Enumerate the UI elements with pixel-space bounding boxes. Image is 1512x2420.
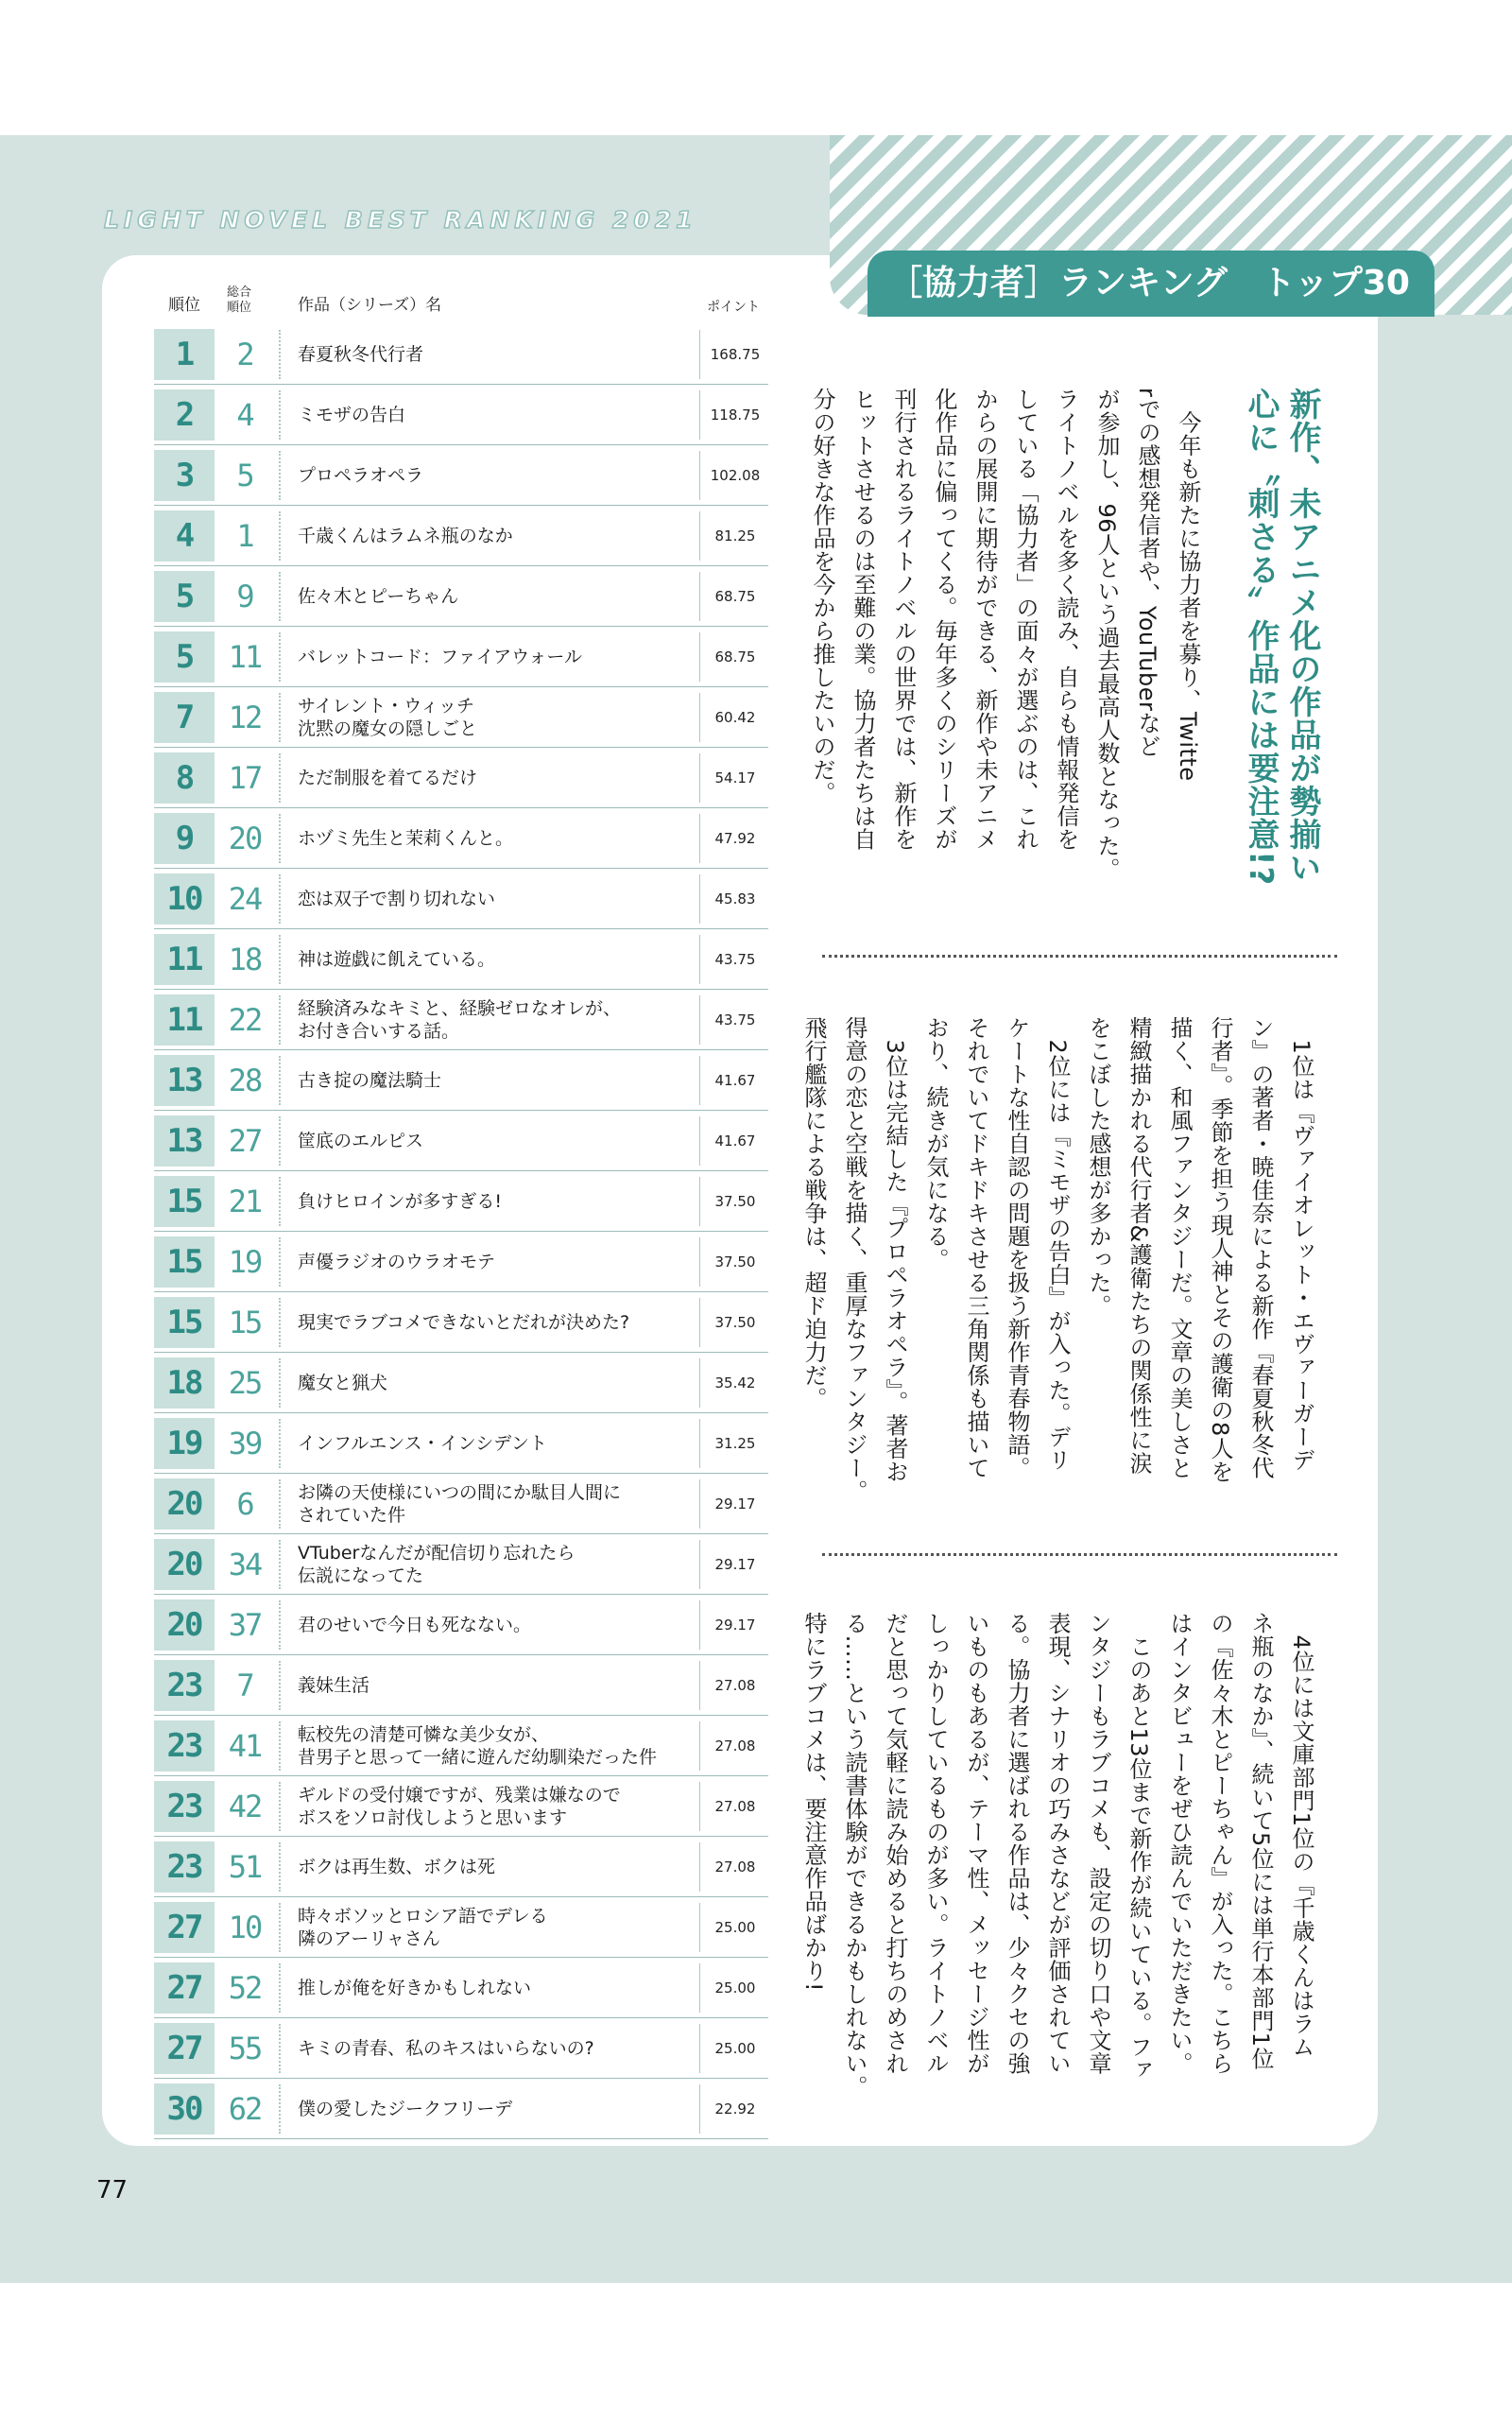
overall-rank-cell: 55 bbox=[228, 2031, 262, 2066]
column-divider bbox=[699, 1298, 700, 1347]
points-cell: 25.00 bbox=[714, 1979, 756, 1996]
rank-cell: 7 bbox=[154, 692, 215, 743]
overall-rank-cell: 27 bbox=[228, 1123, 262, 1159]
article-paragraph-3: 4位には文庫部門1位の『千歳くんはラム ネ瓶のなか』、続いて5位には単行本部門1位 の『佐々木とピーちゃん』が入った。こちら はインタビューをぜひ読んでいただきたい。 このあと13位まで新作が続いている。ファ ンタジーもラブコメも、設定の切り口や文章 表現、シナリオの巧みさなどが評価されてい る。協力者に選ばれる作品は、少々クセの強 いものもあるが、テーマ性、メッセージ性が しっかりしているものが多い。ライトノベル だと思って気軽に読み始めると打ちのめされ る……という読書体験ができるかもしれない。 特にラブコメは、要注意作品ばかり! bbox=[800, 1612, 1314, 2099]
points-cell: 22.92 bbox=[714, 2100, 756, 2118]
section-divider bbox=[822, 1553, 1337, 1556]
work-title-cell: 魔女と猟犬 bbox=[298, 1373, 388, 1393]
overall-rank-cell: 12 bbox=[228, 700, 262, 735]
rank-cell: 4 bbox=[154, 510, 215, 562]
points-cell: 47.92 bbox=[714, 830, 756, 847]
column-divider bbox=[699, 1540, 700, 1589]
work-title-cell: お隣の天使様にいつの間にか駄目人間に されていた件 bbox=[298, 1482, 622, 1526]
points-cell: 37.50 bbox=[714, 1253, 756, 1270]
rank-cell: 10 bbox=[154, 873, 215, 925]
work-title-cell: 僕の愛したジークフリーデ bbox=[298, 2099, 513, 2119]
column-divider bbox=[699, 1177, 700, 1226]
overall-rank-cell: 51 bbox=[228, 1849, 262, 1885]
points-cell: 27.08 bbox=[714, 1677, 756, 1694]
work-title-cell: 声優ラジオのウラオモテ bbox=[298, 1252, 496, 1272]
column-divider bbox=[699, 1419, 700, 1468]
column-divider bbox=[279, 995, 281, 1045]
points-cell: 27.08 bbox=[714, 1858, 756, 1876]
table-row bbox=[154, 687, 768, 748]
overall-rank-cell: 17 bbox=[228, 760, 262, 796]
table-row bbox=[154, 445, 768, 506]
column-divider bbox=[699, 1661, 700, 1710]
rank-cell: 8 bbox=[154, 752, 215, 804]
points-cell: 25.00 bbox=[714, 1919, 756, 1936]
column-divider bbox=[699, 1237, 700, 1287]
table-row bbox=[154, 324, 768, 385]
work-title-cell: 神は遊戯に飢えている。 bbox=[298, 949, 496, 970]
points-cell: 43.75 bbox=[714, 951, 756, 968]
work-title-cell: 筐底のエルピス bbox=[298, 1131, 424, 1151]
rank-cell: 20 bbox=[154, 1599, 215, 1651]
rank-cell: 15 bbox=[154, 1297, 215, 1348]
rank-cell: 2 bbox=[154, 389, 215, 441]
rank-cell: 5 bbox=[154, 631, 215, 683]
article-paragraph-1: 今年も新たに協力者を募り、Twitte rでの感想発信者や、YouTuberなど が参加し、96人という過去最高人数となった。 ライトノベルを多く読み、自らも情報発信を している「協力者」の面々が選ぶのは、これ からの展開に期待ができる、新作や未アニメ 化作品に偏ってくる。毎年多くのシリーズが 刊行されるライトノベルの世界では、新作を ヒットさせるのは至難の業。協力者たちは自 分の好きな作品を今から推したいのだ。 bbox=[809, 388, 1201, 881]
table-row bbox=[154, 748, 768, 808]
column-divider bbox=[699, 1903, 700, 1952]
column-divider bbox=[279, 1298, 281, 1347]
table-row bbox=[154, 1413, 768, 1474]
table-row bbox=[154, 869, 768, 929]
column-divider bbox=[699, 1056, 700, 1105]
column-divider bbox=[279, 572, 281, 621]
column-divider bbox=[699, 390, 700, 440]
column-divider bbox=[279, 874, 281, 924]
work-title-cell: ただ制服を着てるだけ bbox=[298, 768, 478, 788]
column-divider bbox=[279, 1540, 281, 1589]
work-title-cell: 推しが俺を好きかもしれない bbox=[298, 1978, 532, 1998]
table-row bbox=[154, 1776, 768, 1837]
column-divider bbox=[699, 572, 700, 621]
rank-cell: 9 bbox=[154, 813, 215, 864]
table-row bbox=[154, 1534, 768, 1595]
rank-cell: 3 bbox=[154, 450, 215, 501]
column-divider bbox=[279, 693, 281, 742]
overall-rank-cell: 5 bbox=[236, 458, 253, 493]
table-row bbox=[154, 1292, 768, 1353]
overall-rank-cell: 2 bbox=[236, 337, 253, 372]
work-title-cell: 古き掟の魔法騎士 bbox=[298, 1070, 442, 1091]
overall-rank-cell: 25 bbox=[228, 1365, 262, 1401]
table-row bbox=[154, 627, 768, 687]
rank-cell: 20 bbox=[154, 1478, 215, 1530]
overall-rank-cell: 52 bbox=[228, 1970, 262, 2006]
points-cell: 68.75 bbox=[714, 648, 756, 666]
overall-rank-cell: 15 bbox=[228, 1305, 262, 1340]
rank-cell: 19 bbox=[154, 1418, 215, 1469]
rank-cell: 1 bbox=[154, 329, 215, 380]
column-divider bbox=[279, 330, 281, 379]
header-title: 作品（シリーズ）名 bbox=[298, 296, 442, 315]
rank-cell: 27 bbox=[154, 2023, 215, 2074]
column-divider bbox=[699, 2024, 700, 2073]
table-row bbox=[154, 506, 768, 566]
column-divider bbox=[699, 1358, 700, 1408]
column-divider bbox=[279, 1842, 281, 1892]
work-title-cell: ボクは再生数、ボクは死 bbox=[298, 1857, 496, 1877]
overall-rank-cell: 19 bbox=[228, 1244, 262, 1280]
column-divider bbox=[699, 814, 700, 863]
column-divider bbox=[279, 451, 281, 500]
column-divider bbox=[279, 1358, 281, 1408]
overall-rank-cell: 9 bbox=[236, 579, 253, 614]
table-row bbox=[154, 1655, 768, 1716]
points-cell: 27.08 bbox=[714, 1737, 756, 1754]
header-points: ポイント bbox=[707, 300, 760, 315]
points-cell: 29.17 bbox=[714, 1556, 756, 1573]
table-row bbox=[154, 2079, 768, 2139]
column-divider bbox=[279, 1237, 281, 1287]
points-cell: 168.75 bbox=[710, 346, 761, 363]
column-divider bbox=[699, 511, 700, 561]
column-divider bbox=[279, 1721, 281, 1771]
article-paragraph-2: 1位は『ヴァイオレット・エヴァーガーデ ン』の著者・暁佳奈による新作『春夏秋冬代 行者』。季節を担う現人神とその護衛の8人を 描く、和風ファンタジーだ。文章の美しさと 精緻描かれる代行者&護衛たちの関係性に涙 をこぼした感想が多かった。 2位には『ミモザの告白』が入った。デリ ケートな性自認の問題を扱う新作青春物語。 それでいてドキドキさせる三角関係も描いて おり、続きが気になる。 3位は完結した『プロペラオペラ』。著者お 得意の恋と空戦を描く、重厚なファンタジー。 飛行艦隊による戦争は、超ド迫力だ。 bbox=[800, 1016, 1314, 1503]
overall-rank-cell: 42 bbox=[228, 1789, 262, 1824]
work-title-cell: ホヅミ先生と茉莉くんと。 bbox=[298, 828, 514, 849]
points-cell: 45.83 bbox=[714, 890, 756, 908]
column-divider bbox=[279, 2084, 281, 2134]
page-number: 77 bbox=[96, 2176, 129, 2204]
work-title-cell: 義妹生活 bbox=[298, 1675, 370, 1696]
work-title-cell: 佐々木とピーちゃん bbox=[298, 586, 459, 607]
overall-rank-cell: 18 bbox=[228, 942, 262, 977]
points-cell: 118.75 bbox=[710, 406, 761, 424]
ranking-title: ［協力者］ランキング トップ30 bbox=[868, 251, 1435, 317]
rank-cell: 23 bbox=[154, 1781, 215, 1832]
overall-rank-cell: 24 bbox=[228, 881, 262, 917]
work-title-cell: VTuberなんだが配信切り忘れたら 伝説になってた bbox=[298, 1543, 576, 1586]
overall-rank-cell: 39 bbox=[228, 1426, 262, 1461]
points-cell: 41.67 bbox=[714, 1072, 756, 1089]
points-cell: 81.25 bbox=[714, 527, 756, 544]
series-title: LIGHT NOVEL BEST RANKING 2021 bbox=[104, 206, 697, 233]
column-divider bbox=[699, 1842, 700, 1892]
points-cell: 35.42 bbox=[714, 1374, 756, 1392]
column-divider bbox=[699, 935, 700, 984]
table-row bbox=[154, 385, 768, 445]
work-title-cell: サイレント・ウィッチ 沈黙の魔女の隠しごと bbox=[298, 696, 478, 739]
column-divider bbox=[699, 693, 700, 742]
overall-rank-cell: 28 bbox=[228, 1063, 262, 1098]
points-cell: 37.50 bbox=[714, 1314, 756, 1331]
column-divider bbox=[279, 390, 281, 440]
work-title-cell: 千歳くんはラムネ瓶のなか bbox=[298, 526, 513, 546]
table-row bbox=[154, 1111, 768, 1171]
points-cell: 29.17 bbox=[714, 1495, 756, 1512]
rank-cell: 30 bbox=[154, 2083, 215, 2135]
rank-cell: 23 bbox=[154, 1720, 215, 1772]
column-divider bbox=[699, 2084, 700, 2134]
overall-rank-cell: 37 bbox=[228, 1607, 262, 1643]
work-title-cell: 春夏秋冬代行者 bbox=[298, 344, 424, 365]
work-title-cell: バレットコード：ファイアウォール bbox=[298, 647, 582, 667]
column-divider bbox=[279, 1419, 281, 1468]
overall-rank-cell: 1 bbox=[236, 518, 253, 554]
column-divider bbox=[279, 632, 281, 682]
table-row bbox=[154, 1232, 768, 1292]
section-divider bbox=[822, 955, 1337, 958]
table-row bbox=[154, 1353, 768, 1413]
column-divider bbox=[699, 753, 700, 803]
rank-cell: 15 bbox=[154, 1236, 215, 1288]
rank-cell: 20 bbox=[154, 1539, 215, 1590]
table-row bbox=[154, 1171, 768, 1232]
rank-cell: 11 bbox=[154, 994, 215, 1046]
points-cell: 102.08 bbox=[710, 467, 761, 484]
rank-cell: 18 bbox=[154, 1357, 215, 1409]
points-cell: 68.75 bbox=[714, 588, 756, 605]
work-title-cell: 時々ボソッとロシア語でデレる 隣のアーリャさん bbox=[298, 1906, 548, 1949]
work-title-cell: 君のせいで今日も死なない。 bbox=[298, 1615, 532, 1635]
table-row bbox=[154, 1958, 768, 2018]
points-cell: 43.75 bbox=[714, 1011, 756, 1028]
column-divider bbox=[699, 995, 700, 1045]
rank-cell: 23 bbox=[154, 1841, 215, 1893]
column-divider bbox=[699, 874, 700, 924]
column-divider bbox=[279, 814, 281, 863]
rank-cell: 5 bbox=[154, 571, 215, 622]
header-overall: 総合 順位 bbox=[227, 285, 252, 315]
table-row bbox=[154, 808, 768, 869]
column-divider bbox=[699, 1963, 700, 2013]
table-row bbox=[154, 1474, 768, 1534]
table-row bbox=[154, 929, 768, 990]
ranking-table bbox=[154, 324, 768, 2139]
work-title-cell: 転校先の清楚可憐な美少女が、 昔男子と思って一緒に遊んだ幼馴染だった件 bbox=[298, 1724, 658, 1768]
column-divider bbox=[279, 935, 281, 984]
column-divider bbox=[279, 1479, 281, 1529]
overall-rank-cell: 20 bbox=[228, 821, 262, 856]
column-divider bbox=[279, 1661, 281, 1710]
overall-rank-cell: 7 bbox=[236, 1668, 253, 1703]
column-divider bbox=[279, 753, 281, 803]
table-row bbox=[154, 1050, 768, 1111]
column-divider bbox=[699, 632, 700, 682]
column-divider bbox=[279, 1903, 281, 1952]
points-cell: 25.00 bbox=[714, 2040, 756, 2057]
article-heading: 新作、未アニメ化の作品が勢揃い 心に〝刺さる〟作品には要注意!? bbox=[1242, 388, 1321, 887]
rank-cell: 11 bbox=[154, 934, 215, 985]
overall-rank-cell: 34 bbox=[228, 1547, 262, 1582]
rank-cell: 27 bbox=[154, 1962, 215, 2014]
column-divider bbox=[699, 1479, 700, 1529]
rank-cell: 27 bbox=[154, 1902, 215, 1953]
overall-rank-cell: 4 bbox=[236, 397, 253, 433]
rank-cell: 13 bbox=[154, 1055, 215, 1106]
table-row bbox=[154, 1897, 768, 1958]
column-divider bbox=[699, 1116, 700, 1166]
points-cell: 27.08 bbox=[714, 1798, 756, 1815]
overall-rank-cell: 6 bbox=[236, 1486, 253, 1522]
column-divider bbox=[279, 1782, 281, 1831]
rank-cell: 13 bbox=[154, 1115, 215, 1167]
points-cell: 31.25 bbox=[714, 1435, 756, 1452]
work-title-cell: 経験済みなキミと、経験ゼロなオレが、 お付き合いする話。 bbox=[298, 998, 622, 1042]
overall-rank-cell: 41 bbox=[228, 1728, 262, 1764]
overall-rank-cell: 10 bbox=[228, 1910, 262, 1945]
table-row bbox=[154, 1837, 768, 1897]
work-title-cell: プロペラオペラ bbox=[298, 465, 424, 486]
column-divider bbox=[279, 1963, 281, 2013]
work-title-cell: キミの青春、私のキスはいらないの? bbox=[298, 2038, 594, 2059]
work-title-cell: 負けヒロインが多すぎる! bbox=[298, 1191, 503, 1212]
rank-cell: 15 bbox=[154, 1176, 215, 1227]
points-cell: 60.42 bbox=[714, 709, 756, 726]
column-divider bbox=[699, 451, 700, 500]
rank-cell: 23 bbox=[154, 1660, 215, 1711]
points-cell: 54.17 bbox=[714, 769, 756, 786]
work-title-cell: インフルエンス・インシデント bbox=[298, 1433, 547, 1454]
work-title-cell: 恋は双子で割り切れない bbox=[298, 889, 496, 909]
header-rank: 順位 bbox=[168, 296, 200, 315]
table-row bbox=[154, 990, 768, 1050]
table-row bbox=[154, 1595, 768, 1655]
work-title-cell: ギルドの受付嬢ですが、残業は嫌なので ボスをソロ討伐しようと思います bbox=[298, 1785, 621, 1828]
points-cell: 41.67 bbox=[714, 1132, 756, 1150]
column-divider bbox=[699, 330, 700, 379]
table-row bbox=[154, 1716, 768, 1776]
overall-rank-cell: 11 bbox=[228, 639, 262, 675]
column-divider bbox=[279, 2024, 281, 2073]
column-divider bbox=[699, 1782, 700, 1831]
table-row bbox=[154, 566, 768, 627]
table-row bbox=[154, 2018, 768, 2079]
column-divider bbox=[279, 511, 281, 561]
points-cell: 37.50 bbox=[714, 1193, 756, 1210]
column-divider bbox=[279, 1116, 281, 1166]
column-divider bbox=[279, 1600, 281, 1650]
overall-rank-cell: 22 bbox=[228, 1002, 262, 1038]
work-title-cell: 現実でラブコメできないとだれが決めた? bbox=[298, 1312, 630, 1333]
column-divider bbox=[699, 1600, 700, 1650]
overall-rank-cell: 62 bbox=[228, 2091, 262, 2127]
column-divider bbox=[279, 1056, 281, 1105]
points-cell: 29.17 bbox=[714, 1616, 756, 1634]
work-title-cell: ミモザの告白 bbox=[298, 405, 406, 425]
column-divider bbox=[699, 1721, 700, 1771]
column-divider bbox=[279, 1177, 281, 1226]
overall-rank-cell: 21 bbox=[228, 1184, 262, 1219]
